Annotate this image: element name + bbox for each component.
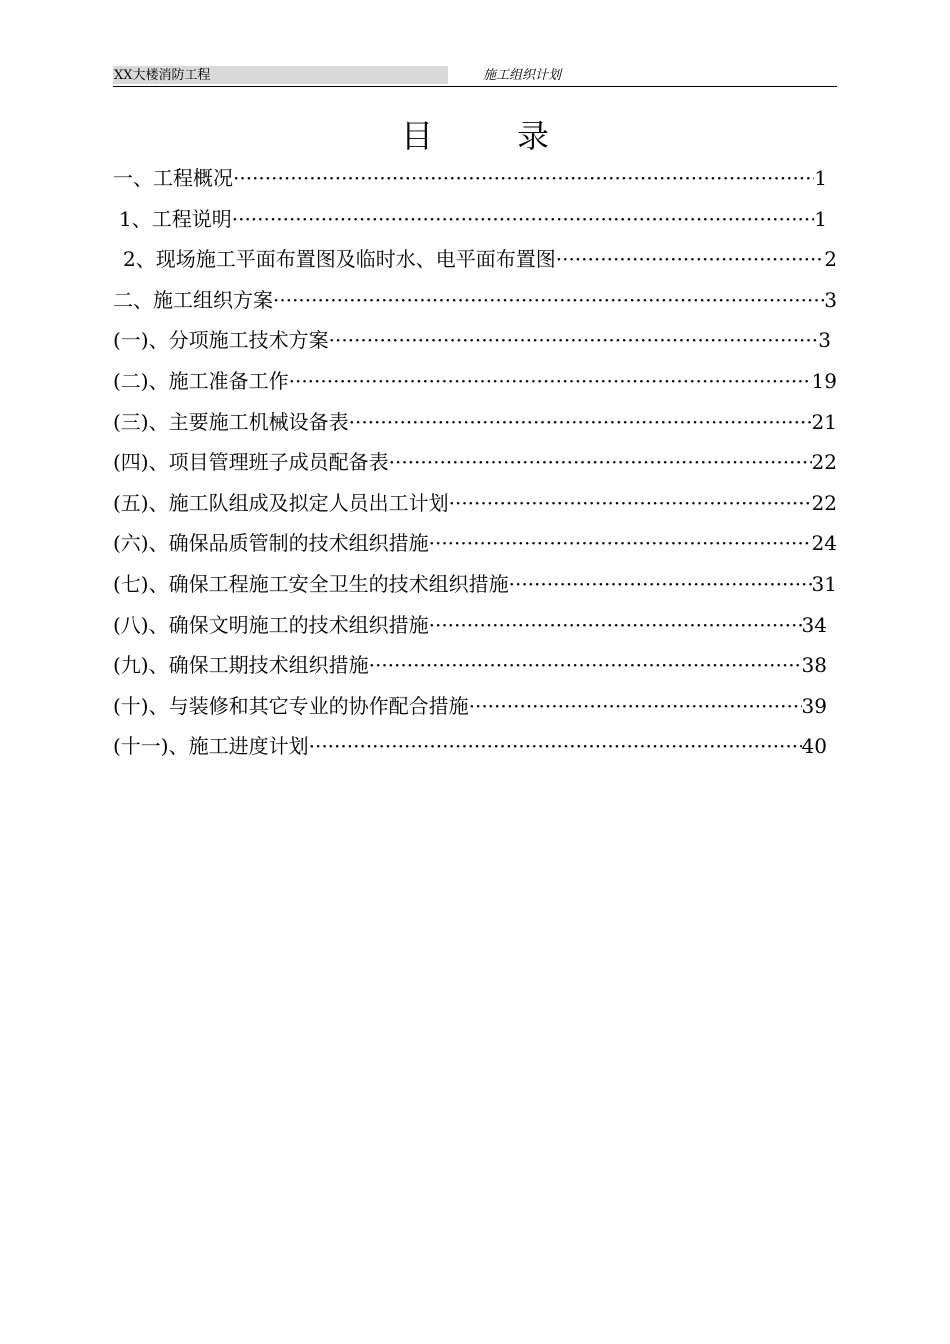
- toc-page-number: 31: [811, 571, 837, 596]
- toc-entry[interactable]: [113, 363, 837, 404]
- toc-dot-leader: [232, 201, 815, 237]
- toc-entry-label: (三)、主要施工机械设备表: [113, 409, 349, 434]
- toc-page-number: 40: [801, 734, 827, 759]
- toc-entry-label: (十)、与装修和其它专业的协作配合措施: [113, 693, 469, 718]
- toc-entry-label: (六)、确保品质管制的技术组织措施: [113, 531, 429, 556]
- toc-entry[interactable]: [113, 647, 837, 688]
- toc-dot-leader: [429, 607, 802, 643]
- toc-page-number: 39: [801, 693, 827, 718]
- toc-entry-label: (二)、施工准备工作: [113, 368, 289, 393]
- toc-page-number: 3: [818, 328, 831, 353]
- toc-title: [0, 112, 950, 160]
- toc-entry-label: 一、工程概况: [113, 166, 233, 190]
- toc-entry-label: (八)、确保文明施工的技术组织措施: [113, 612, 429, 637]
- header-document-name: 施工组织计划: [483, 68, 562, 83]
- toc-entry[interactable]: [113, 201, 837, 242]
- toc-entry[interactable]: [113, 688, 837, 729]
- toc-dot-leader: [329, 322, 819, 358]
- toc-page-number: 21: [811, 409, 837, 434]
- toc-page-number: 19: [811, 368, 837, 393]
- page-header: [113, 66, 837, 87]
- toc-entry[interactable]: [113, 485, 837, 526]
- toc-entry-label: (七)、确保工程施工安全卫生的技术组织措施: [113, 571, 509, 596]
- toc-dot-leader: [273, 282, 824, 318]
- toc-entry-label: 2、现场施工平面布置图及临时水、电平面布置图: [123, 247, 556, 272]
- toc-entry[interactable]: [113, 322, 837, 363]
- toc-dot-leader: [449, 485, 812, 521]
- toc-entry[interactable]: [113, 728, 837, 769]
- toc-entry-label: (九)、确保工期技术组织措施: [113, 653, 369, 678]
- toc-title-char-2: 录: [517, 117, 550, 155]
- toc-page-number: 3: [824, 287, 837, 312]
- toc-dot-leader: [309, 728, 802, 764]
- toc-dot-leader: [389, 444, 812, 480]
- toc-entry[interactable]: [113, 404, 837, 445]
- toc-entry-label: 1、工程说明: [119, 206, 232, 231]
- toc-title-char-1: 目: [400, 117, 433, 155]
- toc-dot-leader: [233, 160, 814, 196]
- header-project-name: XX大楼消防工程: [113, 66, 448, 84]
- toc-entry[interactable]: [113, 241, 837, 282]
- toc-page-number: 22: [811, 450, 837, 475]
- toc-dot-leader: [349, 404, 812, 440]
- toc-dot-leader: [469, 688, 802, 724]
- toc-dot-leader: [289, 363, 812, 399]
- toc-page-number: 38: [801, 653, 827, 678]
- toc-entry[interactable]: [113, 282, 837, 323]
- toc-entry[interactable]: [113, 444, 837, 485]
- toc-dot-leader: [429, 525, 812, 561]
- toc-page-number: 1: [814, 206, 827, 231]
- toc-entry[interactable]: [113, 525, 837, 566]
- toc-entry-label: (一)、分项施工技术方案: [113, 328, 329, 353]
- table-of-contents: [113, 160, 837, 769]
- toc-page-number: 2: [824, 247, 837, 272]
- toc-entry[interactable]: [113, 607, 837, 648]
- toc-entry[interactable]: [113, 566, 837, 607]
- toc-dot-leader: [369, 647, 802, 683]
- toc-entry-label: 二、施工组织方案: [113, 287, 273, 312]
- toc-page-number: 24: [811, 531, 837, 556]
- toc-entry-label: (五)、施工队组成及拟定人员出工计划: [113, 490, 449, 515]
- toc-page-number: 22: [811, 490, 837, 515]
- toc-entry-label: (十一)、施工进度计划: [113, 734, 309, 759]
- toc-dot-leader: [556, 241, 825, 277]
- toc-dot-leader: [509, 566, 812, 602]
- toc-page-number: 34: [801, 612, 827, 637]
- toc-entry-label: (四)、项目管理班子成员配备表: [113, 450, 389, 475]
- toc-page-number: 1: [814, 166, 827, 190]
- toc-entry[interactable]: [113, 160, 837, 201]
